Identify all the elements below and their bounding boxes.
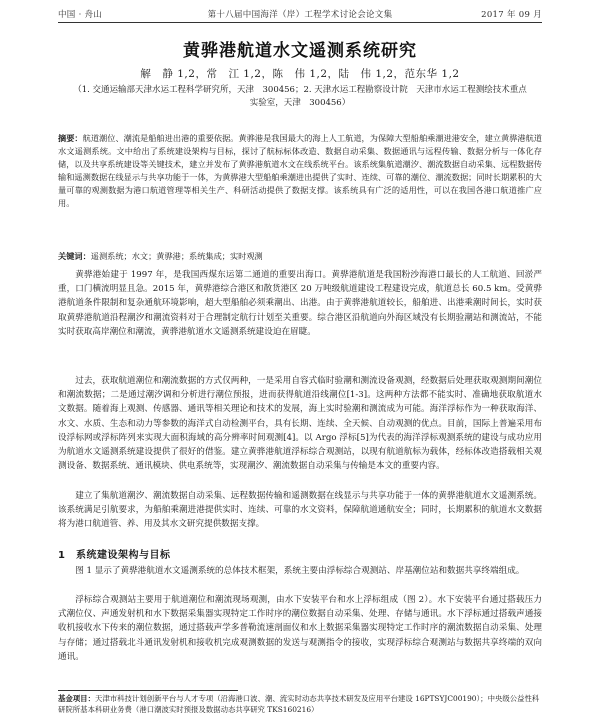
footnote-divider [58, 690, 238, 691]
header-date: 2017 年 09 月 [481, 10, 542, 20]
section-paragraph-1: 图 1 显示了黄骅港航道水文遥测系统的总体技术框架，系统主要由浮标综合观测站、岸基潮位站和数据共享终端组成。 [75, 566, 525, 576]
footnote-text: 天津市科技计划创新平台与人才专项（沿海港口波、潮、流实时动态共享技术研发及应用平台建设 16PTSYJC00190）；中央级公益性科研院所基本科研业务费（港口潮波实时预报及数据动态共享研究 TKS160216） [58, 694, 540, 714]
footnote-label: 基金项目： [58, 694, 95, 703]
abstract-text: 航道潮位、潮流是船舶进出港的重要依据。黄骅港是我国最大的海上人工航道，为保障大型船舶乘潮进港安全，建立黄骅港航道水文遥测系统。文中给出了系统建设架构与目标，探讨了航标标体改造、数据自动采集、数据通讯与远程传输、数据分析与一体化存储，以及共享系统建设等关键技术，建立并发布了黄骅港航道水文在线系统平台。该系统集航道潮汐、潮流数据自动采集、远程数据传输和遥测数据在线显示与共享功能于一体，为黄骅港大型船舶乘潮进出提供了实时、连续、可靠的潮位、潮流数据；同时长期累积的大量可靠的观测数据为港口航道管理等相关生产、科研活动提供了数据支撑。该系统具有广泛的适用性，可以在我国各港口航道推广应用。 [58, 133, 542, 208]
section-heading: 1 系统建设架构与目标 [58, 550, 171, 561]
funding-footnote [58, 693, 542, 715]
header-proceedings-title: 第十八届中国海洋（岸）工程学术讨论会论文集 [207, 10, 393, 20]
keywords-text: 遥测系统；水文；黄骅港；系统集成；实时观测 [90, 251, 263, 261]
intro-paragraph-1: 黄骅港始建于 1997 年，是我国西煤东运第二通道的重要出海口。黄骅港航道是我国粉沙海港口最长的人工航道、回淤严重，口门横流明显且急。2015 年，黄骅港综合港区和散货港区 20 万吨级航道建设工程建设完成，航道总长 60.5 km。受黄骅港航道条件限制和复杂通航环境影响，超大型船舶必须乘潮出、出港。由于黄骅港航道较长，船舶进、出港乘潮时间长，实时获取黄骅港航道沿程潮汐和潮流资料对于合理制定航行计划至关重要。综合港区沿航道向外海区域没有长期验潮站和测流站，不能实时获取高岸潮位和潮流，黄骅港航道水文遥测系统建设迫在眉睫。 [58, 270, 542, 337]
running-header [58, 8, 542, 22]
intro-paragraph-2: 过去，获取航道潮位和潮流数据的方式仅两种，一是采用自容式临时验潮和测流设备观测，经数据后处理获取观测期间潮位和潮流数据；二是通过潮汐调和分析进行潮位预报，进而获得航道沿线潮位[1-3]。这两种方法都不能实时、准确地获取航道水文数据。随着海上观测、传感器、通讯等相关理论和技术的发展，海上实时验潮和测流成为可能。海洋浮标作为一种获取海洋、水文、水质、生态和动力等参数的海洋式自动检测平台，具有长期、连续、全天候、自动观测的优点。目前，国际上普遍采用布设浮标网或浮标阵列来实现大面积海域的高分辨率时间观测[4]。以 Argo 浮标[5]为代表的海洋浮标观测系统的建设与成功应用为航道水文遥测系统建设提供了很好的借鉴。建立黄骅港航道浮标综合观测站，以现有航道航标为载体，经标体改造搭载相关观测设备、数据系统、通讯模块、供电系统等，实现潮汐、潮流数据自动采集与传输是本文的重要内容。 [58, 376, 542, 472]
abstract-label: 摘要： [58, 133, 83, 143]
section-paragraph-2: 浮标综合观测站主要用于航道潮位和潮流现场观测，由水下安装平台和水上浮标组成（图 2）。水下安装平台通过搭载压力式潮位仪、声通发射机和水下数据采集器实现特定工作时序的潮位数据自动采集、处理、存储与通讯。水下浮标通过搭载声通接收机接收水下传来的潮位数据，通过搭载声学多普勒流速剖面仪和水上数据采集器实现特定工作时序的潮流数据自动采集、处理与存储；通过搭载北斗通讯发射机和接收机完成观测数据的发送与观测指令的接收，实现浮标综合观测站与数据共享终端的双向通讯。 [58, 595, 542, 662]
keywords-label: 关键词： [58, 251, 91, 261]
author-affiliation: （1. 交通运输部天津水运工程科学研究所，天津 300456；2. 天津水运工程勘察设计院 天津市水运工程测绘技术重点实验室，天津 300456） [73, 85, 527, 108]
paper-title: 黄骅港航道水文遥测系统研究 [183, 41, 417, 61]
keywords [58, 250, 542, 263]
intro-paragraph-3: 建立了集航道潮汐、潮流数据自动采集、远程数据传输和遥测数据在线显示与共享功能于一体的黄骅港航道水文遥测系统。该系统满足引航要求，为船舶乘潮进港提供实时、连续、可靠的水文资料，保障航道通航安全；同时，长期累积的航道水文数据将为港口航道管、养、用及其水文研究提供数据支撑。 [58, 491, 542, 530]
header-location: 中国 · 舟山 [58, 10, 103, 20]
header-divider [58, 22, 542, 23]
abstract [58, 132, 542, 210]
author-list: 解 静 1,2，常 江 1,2，陈 伟 1,2，陆 伟 1,2，范东华 1,2 [140, 68, 460, 80]
